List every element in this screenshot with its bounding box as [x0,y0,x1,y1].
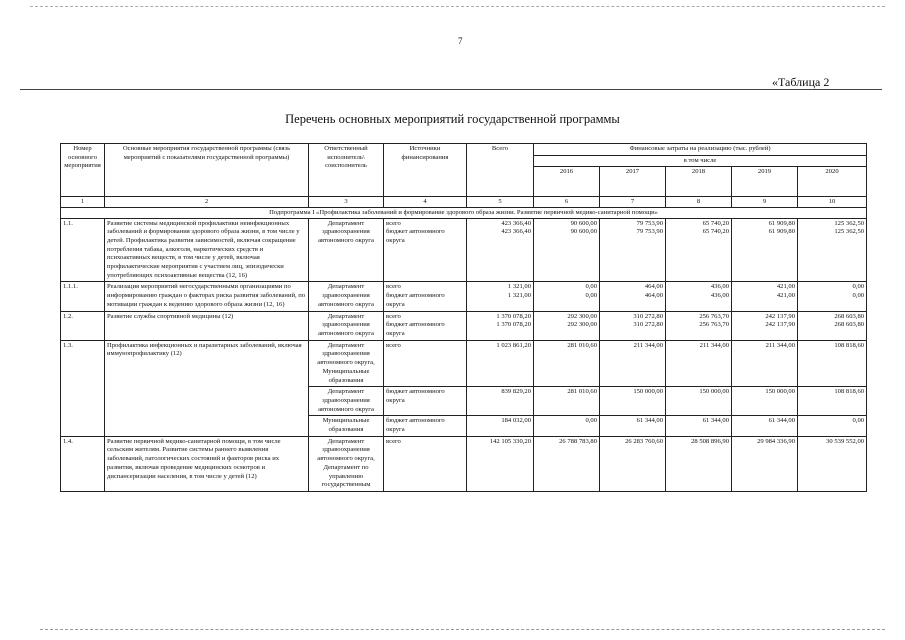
source-label: всего [386,283,401,291]
table-row [61,218,867,282]
row-2016 [534,282,600,311]
row-2020 [798,282,867,311]
scan-artifact-top [30,6,885,7]
column-number: 10 [798,197,867,208]
value-cell: 0,00 [852,292,865,300]
source-label: бюджет автономного округа [386,321,445,337]
row-sources [384,311,467,340]
value-cell: 26 283 760,60 [600,436,666,491]
row-sources [384,282,467,311]
row-sources [384,218,467,282]
row-2017 [600,282,666,311]
value-cell: 125 362,50 [834,228,865,236]
row-2017 [600,311,666,340]
value-cell: 1 321,00 [507,292,531,300]
value-cell: 1 321,00 [507,283,531,291]
value-cell: 29 984 336,90 [732,436,798,491]
subprogram-title: Подпрограмма I «Профилактика заболеваний и формирование здорового образа жизни. Развитие первичной медико-санитарной помощи» [61,207,867,218]
value-cell: 150 000,00 [666,387,732,416]
header-total: Всего [467,144,534,197]
table-label: «Таблица 2 [772,75,830,89]
row-total [467,311,534,340]
header-year: 2018 [666,167,732,197]
value-cell: 1 370 078,20 [496,321,531,329]
header-year: 2017 [600,167,666,197]
column-numbers-row [61,197,867,208]
header-financial: Финансовые затраты на реализацию (тыс. рублей) [534,144,867,156]
row-total [467,282,534,311]
value-cell: 61 344,00 [600,416,666,436]
row-executor: Департамент здравоохранения автономного округа [309,387,384,416]
table-row [61,436,867,491]
column-number: 3 [309,197,384,208]
value-cell: 421,00 [776,283,795,291]
value-cell: 65 740,20 [702,219,729,227]
row-2020 [798,311,867,340]
header-year: 2019 [732,167,798,197]
value-cell: 61 344,00 [732,416,798,436]
value-cell: 90 600,00 [570,219,597,227]
value-cell: 292 300,00 [567,321,597,329]
header-year: 2016 [534,167,600,197]
header-row [61,144,867,156]
value-cell: 90 600,00 [570,228,597,236]
row-number: 1.4. [61,436,105,491]
value-cell: 0,00 [534,416,600,436]
source-label: всего [386,312,401,320]
row-executor: Департамент здравоохранения автономного округа [309,218,384,282]
value-cell: 61 909,80 [768,219,795,227]
row-2018 [666,311,732,340]
value-cell: 30 539 552,00 [798,436,867,491]
value-cell: 436,00 [710,292,729,300]
value-cell: 436,00 [710,283,729,291]
scan-artifact-bottom [40,629,885,630]
value-cell: 310 272,80 [633,312,663,320]
value-cell: 0,00 [585,292,597,300]
value-cell: 142 105 330,20 [467,436,534,491]
row-2017 [600,218,666,282]
value-cell: 26 788 783,80 [534,436,600,491]
value-cell: 839 829,20 [467,387,534,416]
value-cell: 150 000,00 [600,387,666,416]
value-cell: 1 370 078,20 [496,312,531,320]
value-cell: 211 344,00 [600,340,666,387]
value-cell: 0,00 [585,283,597,291]
value-cell: 464,00 [644,292,663,300]
value-cell: 1 023 861,20 [467,340,534,387]
row-2020 [798,218,867,282]
column-number: 2 [105,197,309,208]
activities-table [60,143,867,492]
source-label: бюджет автономного округа [386,228,445,244]
source-label: бюджет автономного округа [386,292,445,308]
header-year: 2020 [798,167,867,197]
value-cell: 423 366,40 [501,219,531,227]
value-cell: 79 753,90 [636,228,663,236]
row-activity: Развитие системы медицинской профилактики неинфекционных заболеваний и формирования здорового образа жизни, в том числе у детей. Профилактика развития зависимостей, включая сокращение потребления табака, алкоголя, наркотических средств и психоактивных веществ, в том числе у детей, включая профилактические мероприятия с участием лиц, эпизодически употребляющих психоактивные вещества (12, 16) [105,218,309,282]
row-2018 [666,282,732,311]
source-label: всего [384,340,467,387]
header-activity: Основные мероприятия государственной программы (связь мероприятий с показателями государственной программы) [105,144,309,197]
row-executor: Муниципальные образования [309,416,384,436]
subprogram-row [61,207,867,218]
source-label: бюджет автономного округа [384,416,467,436]
row-2019 [732,311,798,340]
header-number: Номер основного мероприятия [61,144,105,197]
value-cell: 61 909,80 [768,228,795,236]
value-cell: 65 740,20 [702,228,729,236]
row-2016 [534,311,600,340]
column-number: 7 [600,197,666,208]
value-cell: 28 508 896,90 [666,436,732,491]
value-cell: 0,00 [798,416,867,436]
header-source: Источники финансирования [384,144,467,197]
value-cell: 281 010,60 [534,387,600,416]
document-title: Перечень основных мероприятий государственной программы [285,112,620,126]
source-label: бюджет автономного округа [384,387,467,416]
row-activity: Развитие первичной медико-санитарной помощи, в том числе сельским жителям. Развитие системы раннего выявления заболеваний, патологических состояний и факторов риска их развития, включая проведение медицинских осмотров и диспансеризации населения, в том числе у детей (12) [105,436,309,491]
column-number: 5 [467,197,534,208]
value-cell: 150 000,00 [732,387,798,416]
row-total [467,218,534,282]
row-activity: Развитие службы спортивной медицины (12) [105,311,309,340]
value-cell: 61 344,00 [666,416,732,436]
row-executor: Департамент здравоохранения автономного округа [309,311,384,340]
row-activity: Профилактика инфекционных и паразитарных заболеваний, включая иммунопрофилактику (12) [105,340,309,436]
value-cell: 242 137,90 [765,321,795,329]
value-cell: 79 753,90 [636,219,663,227]
table-label-underline [20,89,882,90]
table-row [61,282,867,311]
column-number: 9 [732,197,798,208]
value-cell: 268 603,80 [834,321,865,329]
row-2016 [534,218,600,282]
column-number: 1 [61,197,105,208]
row-number: 1.3. [61,340,105,436]
value-cell: 108 818,60 [798,387,867,416]
page-number: 7 [458,36,463,46]
row-number: 1.1. [61,218,105,282]
row-number: 1.2. [61,311,105,340]
value-cell: 125 362,50 [834,219,865,227]
source-label: всего [384,436,467,491]
row-2019 [732,282,798,311]
row-activity: Реализация мероприятий негосударственными организациями по информированию граждан о факторах риска развития заболеваний, по мотивации граждан к ведению здорового образа жизни (12, 16) [105,282,309,311]
value-cell: 256 763,70 [699,321,729,329]
row-executor: Департамент здравоохранения автономного округа, Муниципальные образования [309,340,384,387]
value-cell: 421,00 [776,292,795,300]
value-cell: 292 300,00 [567,312,597,320]
value-cell: 464,00 [644,283,663,291]
value-cell: 268 603,80 [834,312,865,320]
source-label: всего [386,219,401,227]
value-cell: 108 818,60 [798,340,867,387]
header-including: в том числе [534,155,867,167]
value-cell: 281 010,60 [534,340,600,387]
row-2018 [666,218,732,282]
value-cell: 423 366,40 [501,228,531,236]
column-number: 6 [534,197,600,208]
value-cell: 211 344,00 [666,340,732,387]
table-row [61,311,867,340]
row-executor: Департамент здравоохранения автономного округа, Департамент по управлению государственным [309,436,384,491]
header-executor: Ответственный исполнитель\ соисполнитель [309,144,384,197]
value-cell: 0,00 [852,283,865,291]
value-cell: 242 137,90 [765,312,795,320]
value-cell: 310 272,80 [633,321,663,329]
value-cell: 211 344,00 [732,340,798,387]
value-cell: 256 763,70 [699,312,729,320]
row-2019 [732,218,798,282]
column-number: 8 [666,197,732,208]
column-number: 4 [384,197,467,208]
value-cell: 184 032,00 [467,416,534,436]
row-executor: Департамент здравоохранения автономного округа [309,282,384,311]
table-row [61,340,867,387]
row-number: 1.1.1. [61,282,105,311]
